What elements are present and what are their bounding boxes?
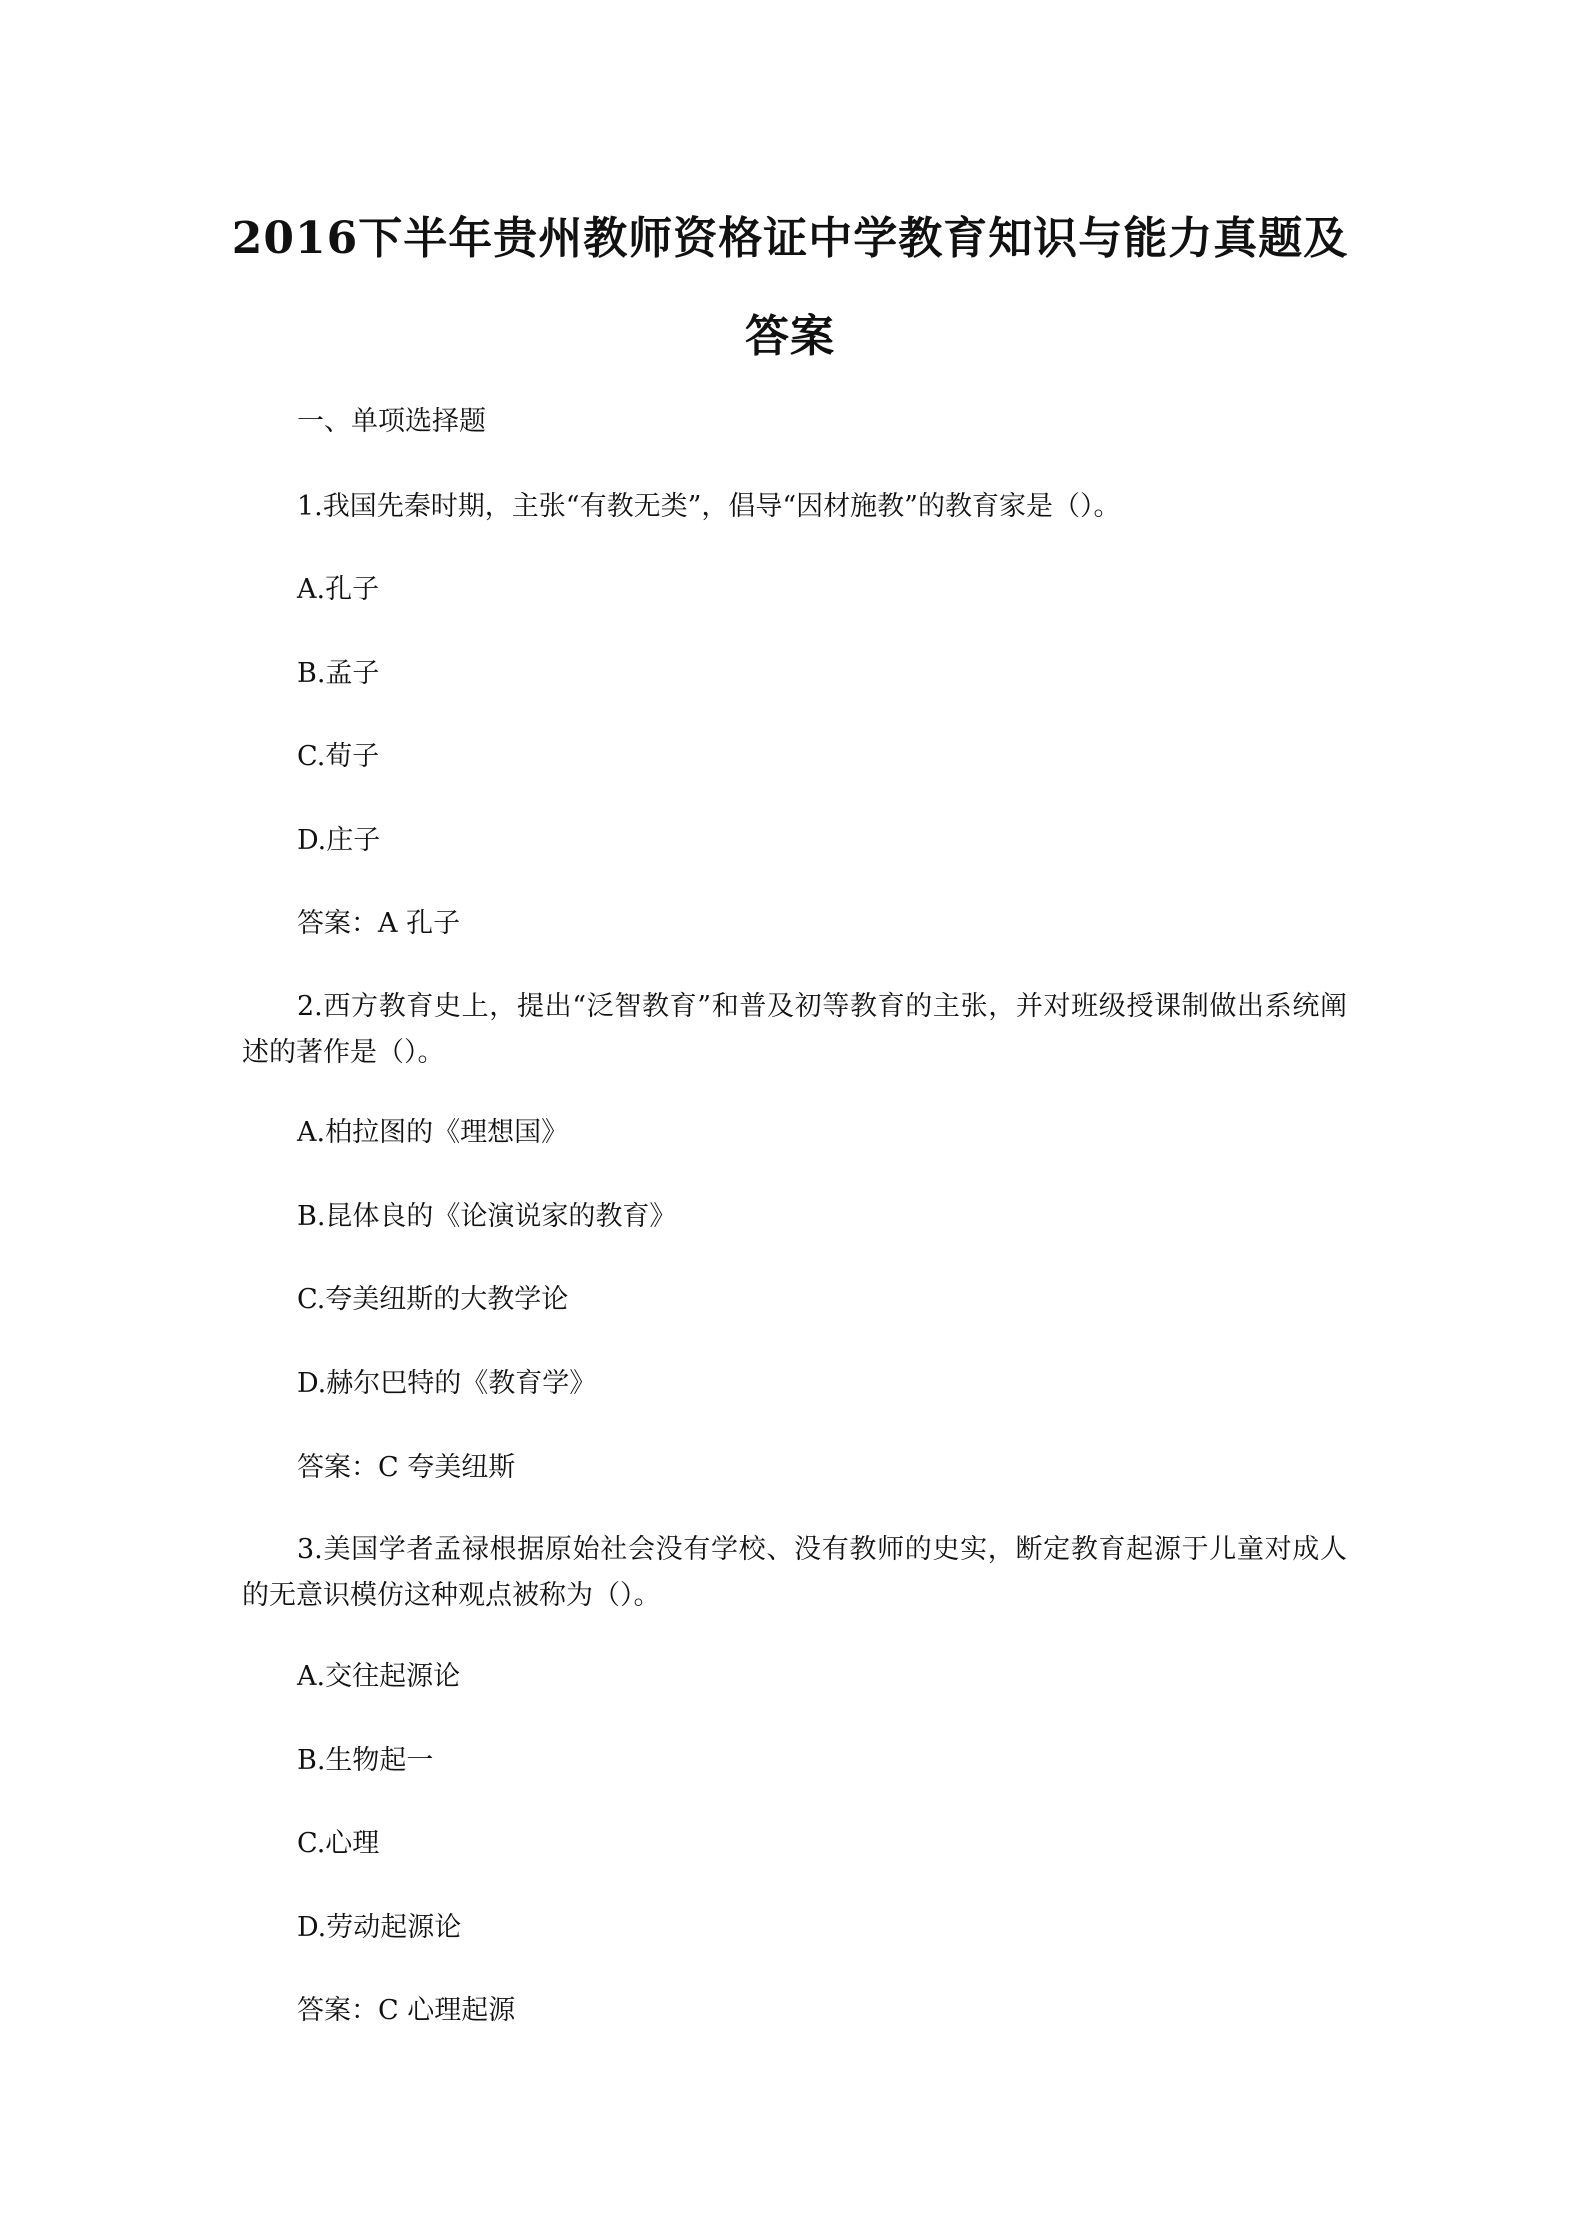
question-2-answer: 答案：C 夸美纽斯 xyxy=(297,1452,516,1483)
question-1-option-c: C.荀子 xyxy=(297,741,380,772)
question-2-option-d: D.赫尔巴特的《教育学》 xyxy=(297,1368,597,1399)
question-1-option-d: D.庄子 xyxy=(297,825,381,856)
question-3-option-b: B.生物起一 xyxy=(297,1745,434,1776)
question-2-option-c: C.夸美纽斯的大教学论 xyxy=(297,1284,569,1315)
question-2-option-b: B.昆体良的《论演说家的教育》 xyxy=(297,1201,677,1232)
question-1-answer: 答案：A 孔子 xyxy=(297,908,461,939)
question-1-stem: 1.我国先秦时期，主张“有教无类”，倡导“因材施教”的教育家是（）。 xyxy=(297,491,1121,522)
question-3-answer: 答案：C 心理起源 xyxy=(297,1995,516,2026)
question-2-stem: 2.西方教育史上，提出“泛智教育”和普及初等教育的主张，并对班级授课制做出系统阐述的著作是（）。 xyxy=(242,991,1347,1068)
question-1-option-a: A.孔子 xyxy=(297,574,380,605)
question-3-option-c: C.心理 xyxy=(297,1828,380,1859)
question-3-option-d: D.劳动起源论 xyxy=(297,1912,462,1943)
question-3-option-a: A.交往起源论 xyxy=(297,1661,461,1692)
document-title: 2016下半年贵州教师资格证中学教育知识与能力真题及答案 xyxy=(231,213,1349,362)
question-3-stem: 3.美国学者孟禄根据原始社会没有学校、没有教师的史实，断定教育起源于儿童对成人的无意识模仿这种观点被称为（）。 xyxy=(242,1534,1347,1611)
question-1-option-b: B.孟子 xyxy=(297,658,380,689)
section-heading: 一、单项选择题 xyxy=(297,406,486,437)
question-2-option-a: A.柏拉图的《理想国》 xyxy=(297,1117,569,1148)
